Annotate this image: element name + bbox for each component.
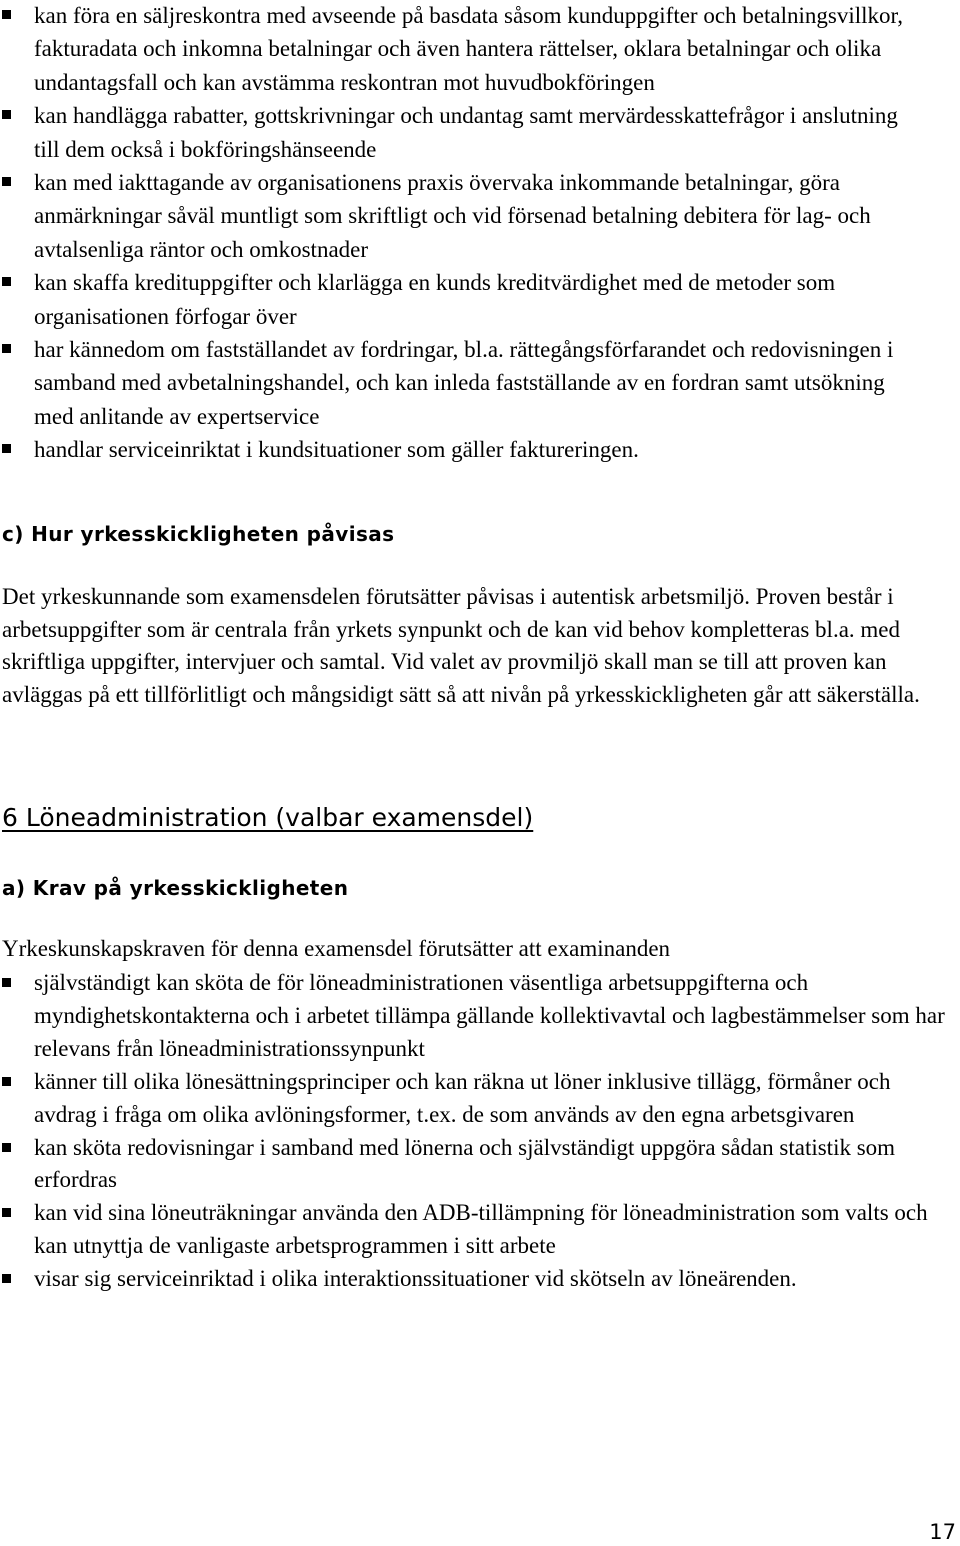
section-title: 6 Löneadministration (valbar examensdel)	[2, 803, 534, 832]
list-item	[2, 967, 947, 1066]
list-item	[2, 1132, 947, 1198]
list-item	[2, 1197, 947, 1263]
list-item	[2, 166, 927, 266]
page-number: 17	[929, 1520, 956, 1544]
competence-list-accounts-receivable	[2, 0, 927, 467]
paragraph-requirements-intro: Yrkeskunskapskraven för denna examensdel förutsätter att examinanden	[2, 936, 671, 961]
paragraph-demonstration: Det yrkeskunnande som examensdelen förutsätter påvisas i autentisk arbetsmiljö. Proven består i arbetsuppgifter som är centrala från yrkets synpunkt och de kan vid behov kompletteras bl.a. med skriftliga uppgifter, intervjuer och samtal. Vid valet av provmiljö skall man se till att proven kan avläggas på ett tillförlitligt och mångsidigt sätt så att nivån på yrkesskickligheten går att säkerställa.	[2, 584, 920, 707]
list-item-text: kan vid sina löneuträkningar använda den ADB-tillämpning för löneadministration som valts och kan utnyttja de vanligaste arbetsprogrammen i sitt arbete	[34, 1200, 928, 1259]
list-item-text: kan handlägga rabatter, gottskrivningar och undantag samt mervärdesskattefrågor i anslutning till dem också i bokföringshänseende	[34, 103, 898, 162]
subheading-requirements: a) Krav på yrkesskickligheten	[2, 876, 349, 900]
list-item-text: känner till olika lönesättningsprinciper och kan räkna ut löner inklusive tillägg, förmåner och avdrag i fråga om olika avlöningsformer, t.ex. de som används av den egna arbetsgivaren	[34, 1068, 891, 1127]
square-bullet-icon	[2, 110, 11, 119]
square-bullet-icon	[2, 978, 11, 987]
square-bullet-icon	[2, 277, 11, 286]
list-item-text: handlar serviceinriktat i kundsituationer som gäller faktureringen.	[34, 437, 639, 463]
list-item-text: har kännedom om fastställandet av fordringar, bl.a. rättegångsförfarandet och redovisningen i samband med avbetalningshandel, och kan inleda fastställande av en fordran samt utsökning med anlitande av expertservice	[34, 337, 894, 429]
list-item-text: kan sköta redovisningar i samband med lönerna och självständigt uppgöra sådan statistik som erfordras	[34, 1134, 896, 1193]
list-item	[2, 266, 927, 333]
list-item-text: kan skaffa kredituppgifter och klarlägga en kunds kreditvärdighet med de metoder som organisationen förfogar över	[34, 270, 836, 329]
list-item	[2, 99, 927, 166]
list-item-text: kan föra en säljreskontra med avseende på basdata såsom kunduppgifter och betalningsvillkor, fakturadata och inkomna betalningar och även hantera rättelser, oklara betalningar och olika undantagsfall och kan avstämma reskontran mot huvudbokföringen	[34, 3, 903, 95]
square-bullet-icon	[2, 10, 11, 19]
square-bullet-icon	[2, 177, 11, 186]
list-item-text: självständigt kan sköta de för löneadministrationen väsentliga arbetsuppgifterna och myndighetskontakterna och i arbetet tillämpa gällande kollektivavtal och lagbestämmelser som har relevans från löneadministrationssynpunkt	[34, 970, 945, 1061]
square-bullet-icon	[2, 1143, 11, 1152]
competence-list-payroll	[2, 967, 947, 1296]
list-item	[2, 1066, 947, 1132]
list-item-text: kan med iakttagande av organisationens praxis övervaka inkommande betalningar, göra anmärkningar såväl muntligt som skriftligt och vid försenad betalning debitera för lag- och avtalsenliga räntor och omkostnader	[34, 170, 871, 262]
list-item	[2, 0, 927, 99]
square-bullet-icon	[2, 1077, 11, 1086]
square-bullet-icon	[2, 344, 11, 353]
list-item-text: visar sig serviceinriktad i olika interaktionssituationer vid skötseln av löneärenden.	[34, 1266, 797, 1292]
list-item	[2, 333, 927, 433]
square-bullet-icon	[2, 1208, 11, 1217]
list-item	[2, 433, 927, 466]
subheading-demonstration: c) Hur yrkesskickligheten påvisas	[2, 522, 395, 546]
square-bullet-icon	[2, 444, 11, 453]
list-item	[2, 1263, 947, 1296]
square-bullet-icon	[2, 1274, 11, 1283]
